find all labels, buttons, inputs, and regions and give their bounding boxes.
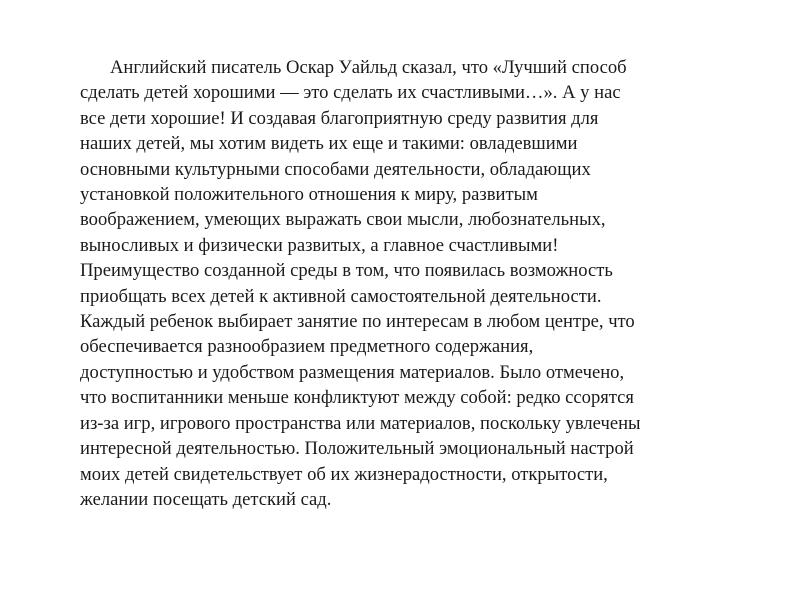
text-line: моих детей свидетельствует об их жизнерадостности, открытости, <box>80 463 608 485</box>
text-line: Каждый ребенок выбирает занятие по интересам в любом центре, что <box>80 311 635 333</box>
text-line: интересной деятельностью. Положительный эмоциональный настрой <box>80 438 634 460</box>
text-line: выносливых и физически развитых, а главное счастливыми! <box>80 234 559 256</box>
text-line: что воспитанники меньше конфликтуют между собой: редко ссорятся <box>80 387 634 409</box>
text-line: основными культурными способами деятельности, обладающих <box>80 158 591 180</box>
text-line: приобщать всех детей к активной самостоятельной деятельности. <box>80 285 602 307</box>
text-line: сделать детей хорошими — это сделать их счастливыми…». А у нас <box>80 82 621 104</box>
text-line: Английский писатель Оскар Уайльд сказал, что «Лучший способ <box>110 57 627 78</box>
text-line: из-за игр, игрового пространства или материалов, поскольку увлечены <box>80 412 641 434</box>
text-line: установкой положительного отношения к миру, развитым <box>80 184 538 206</box>
text-line: воображением, умеющих выражать свои мысли, любознательных, <box>80 209 606 231</box>
text-line: все дети хорошие! И создавая благоприятную среду развития для <box>80 107 599 129</box>
text-line: желании посещать детский сад. <box>80 488 332 510</box>
body-paragraph <box>80 55 760 512</box>
text-line: доступностью и удобством размещения материалов. Было отмечено, <box>80 361 625 383</box>
text-line: наших детей, мы хотим видеть их еще и такими: овладевшими <box>80 133 578 155</box>
text-line: обеспечивается разнообразием предметного содержания, <box>80 336 534 358</box>
text-line: Преимущество созданной среды в том, что появилась возможность <box>80 260 613 282</box>
